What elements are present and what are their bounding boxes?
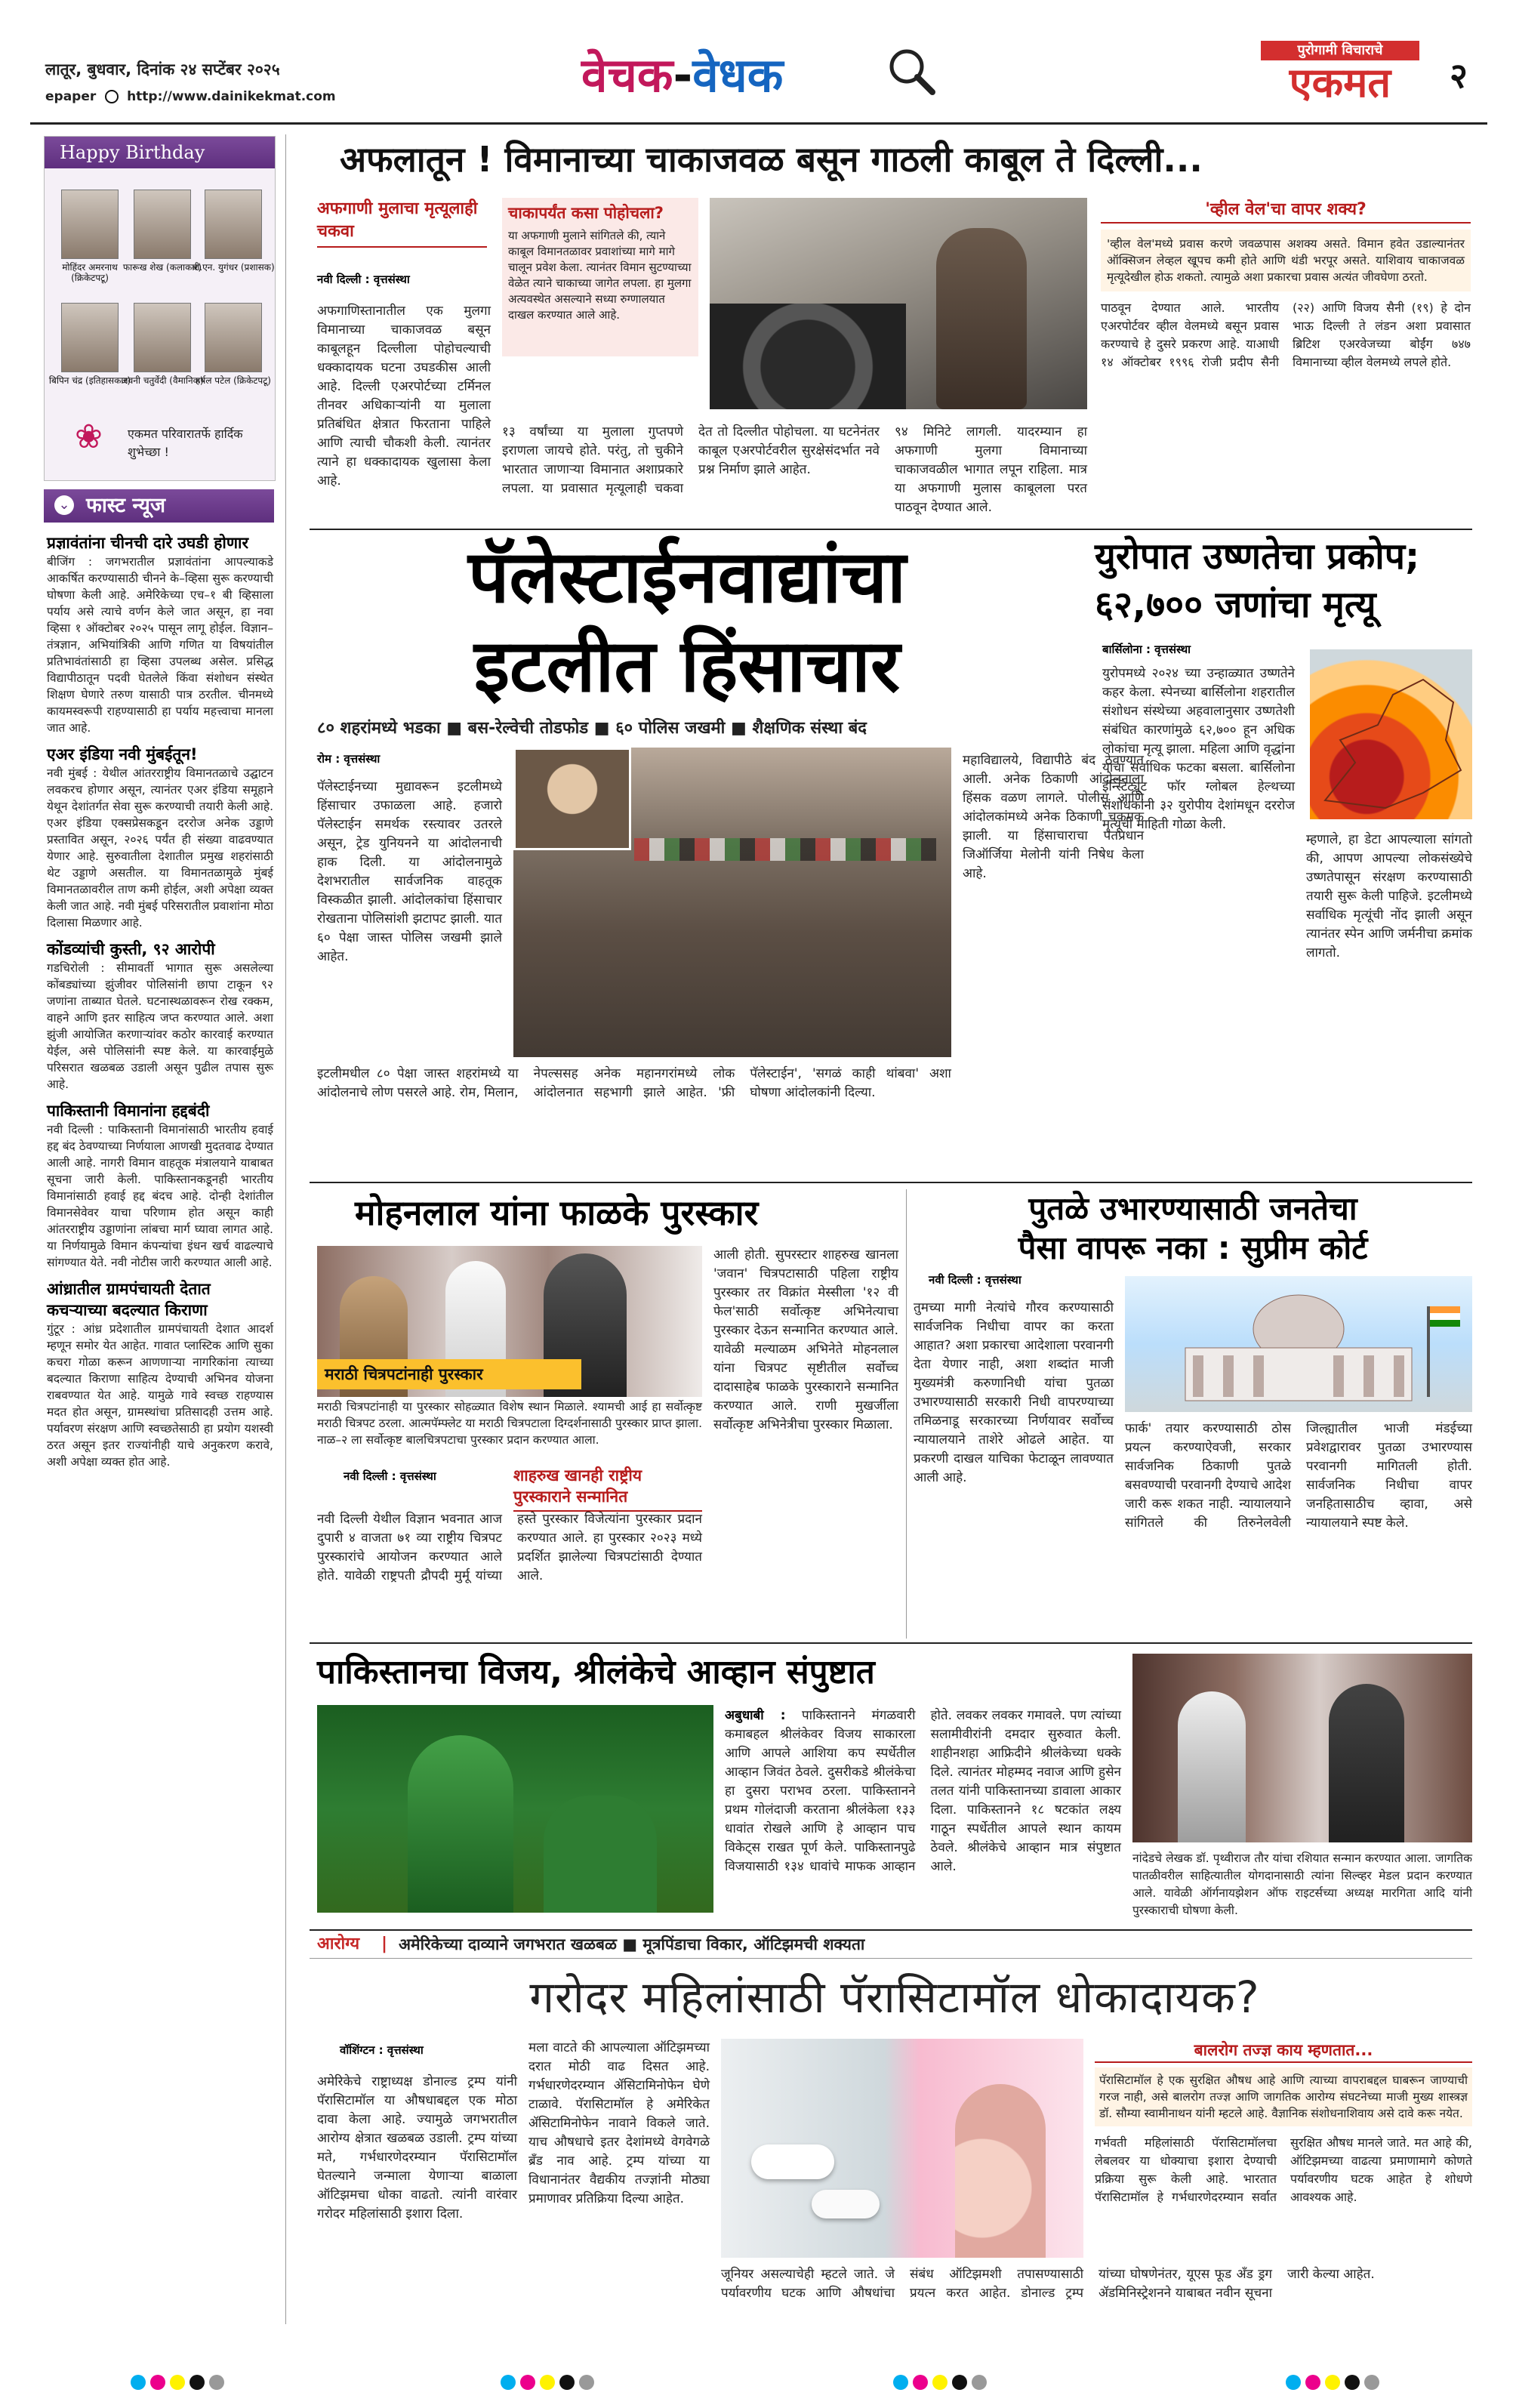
news-head: पाकिस्तानी विमानांना हद्दबंदी — [47, 1102, 210, 1120]
news-body: नवी दिल्ली : पाकिस्तानी विमानांसाठी भारतीय हवाई हद्द बंद ठेवण्याच्या निर्णयाला आणखी मुदतवाढ देण्यात आली आहे. नागरी विमान वाहतूक मंत्रालयाने याबाबत सूचना जारी केली. पाकिस्तानकडूनही भारतीय विमानांसाठी हवाई हद्द बंदच आहे. दोन्ही देशांतील विमानसेवेवर याचा परिणाम होत असून काही आंतरराष्ट्रीय उड्डाणांना लांबचा मार्ग घ्यावा लागत आहे. या निर्णयामुळे विमान कंपन्यांचा इंधन खर्च वाढल्याचे सांगण्यात येते. नवी नोटीस जारी करण्यात आली आहे. — [47, 1123, 273, 1269]
italy-headline — [317, 532, 1057, 711]
mohanlal-body-2: आली होती. सुपरस्टार शाहरुख खानला 'जवान' चित्रपटासाठी पहिला राष्ट्रीय पुरस्कार तर विक्रांत मेस्सीला '१२ वी फेल'साठी सर्वोत्कृष्ट अभिनेत्याचा पुरस्कार देऊन सन्मानित करण्यात आले. यावेळी मल्याळम अभिनेते मोहनलाल यांना चित्रपट सृष्टीतील सर्वोच्च दादासाहेब फाळके पुरस्काराने सन्मानित करण्यात आले. राणी मुखर्जीला सर्वोत्कृष्ट अभिनेत्रीचा पुरस्कार मिळाला. — [713, 1247, 898, 1432]
italy-headline-line2: इटलीत हिंसाचार — [473, 624, 901, 708]
kabul-subhead: अफगाणी मुलाचा मृत्यूलाही चकवा — [317, 198, 487, 248]
globe-icon — [105, 90, 119, 103]
column-divider — [285, 134, 286, 2324]
pregnant-figure — [955, 2084, 1046, 2258]
europe-dateline: बार्सिलोना : वृत्तसंस्था — [1102, 643, 1191, 656]
masthead — [30, 38, 1487, 121]
birthday-name: अवनी चतुर्वेदी (वैमानिक) — [121, 375, 204, 386]
kabul-body-1: अफगाणिस्तानातील एक मुलगा विमानाच्या चाकाजवळ बसून काबूलहून दिल्लीला पोहोचल्याची धक्कादायक घटना उघडकीस आली आहे. दिल्ली एअरपोर्टच्या टर्मिनल तीनवर अधिकाऱ्यांनी या मुलाला प्रतिबंधित क्षेत्रात फिरताना पाहिले आणि त्याची चौकशी केली. त्यानंतर त्याने हा धक्कादायक खुलासा केला आहे. — [317, 304, 491, 489]
list-item — [47, 1100, 273, 1271]
italy-headline-line1: पॅलेस्टाईनवाद्यांचा — [467, 535, 907, 619]
brand-name: एकमत — [1289, 59, 1391, 106]
court-headline — [914, 1189, 1472, 1268]
kabul-body-2: १३ वर्षांच्या या मुलाला गुप्तपणे इराणला जायचे होते. परंतु, तो चुकीने भारतात जाणाऱ्या विमानात अशाप्रकारे लपला. या प्रवासात मृत्यूलाही चकवा देत तो दिल्लीत पोहोचला. या घटनेनंतर काबूल एअरपोर्टवरील सुरक्षेसंदर्भात नवे प्रश्न निर्माण झाले आहेत. — [502, 424, 880, 496]
crowd-flags — [634, 838, 936, 861]
fast-news-title: फास्ट न्यूज — [86, 494, 165, 517]
fast-news-header — [44, 489, 274, 523]
cricket-body-2: लवकर लवकर गमावले. पण त्यांच्या सलामीवीरांनी दमदार सुरुवात केली. शाहीनशहा आफ्रिदीने श्रीलंकेच्या धक्के दिले. त्यानंतर मोहम्मद नवाज आणि हुसेन तलत यांनी पाकिस्तानच्या डावाला आकार दिला. पाकिस्तानने १८ षटकांत लक्ष्य गाठून स्पर्धेतील आपले स्थान कायम ठेवले. श्रीलंकेचे आव्हान मात्र संपुष्टात आले. — [930, 1708, 1122, 1874]
box-title: बालरोग तज्ज्ञ काय म्हणतात... — [1095, 2039, 1472, 2063]
player-figure — [408, 1735, 513, 1913]
paracetamol-headline: गरोदर महिलांसाठी पॅरासिटामॉल धोकादायक? — [529, 1972, 1260, 2023]
court-photo — [1125, 1276, 1472, 1412]
mohanlal-dateline: नवी दिल्ली : वृत्तसंस्था — [344, 1469, 436, 1483]
chevron-down-icon: ⌄ — [54, 495, 74, 515]
section-title-b: वेधक — [692, 48, 784, 103]
aircraft-wheel — [710, 304, 906, 409]
section-title-a: वेचक — [581, 48, 673, 103]
paracetamol-body-1: अमेरिकेचे राष्ट्राध्यक्ष डोनाल्ड ट्रम्प यांनी पॅरासिटामॉल या औषधाबद्दल एक मोठा दावा केला आहे. ज्यामुळे जगभरातील आरोग्य क्षेत्रात खळबळ उडाली. ट्रम्प यांच्या मते, गर्भधारणेदरम्यान पॅरासिटामॉल घेतल्याने जन्माला येणाऱ्या बाळाला ऑटिझमचा धोका वाढतो. त्यांनी वारंवार गरोदर महिलांसाठी इशारा दिला. — [317, 2074, 517, 2221]
award-caption: नांदेडचे लेखक डॉ. पृथ्वीराज तौर यांचा रशियात सन्मान करण्यात आला. जागतिक पातळीवरील साहित्यातील योगदानासाठी त्यांना सिल्व्हर मेडल प्रदान करण्यात आले. यावेळी ऑर्गनायझेशन ऑफ राइटर्सच्या अध्यक्ष मारगिता आदि यांनी पुरस्काराची घोषणा केली. — [1132, 1851, 1472, 1917]
italy-photo — [513, 748, 951, 1057]
list-item — [47, 939, 273, 1093]
mohanlal-caption: मराठी चित्रपटांनाही पुरस्कार — [317, 1359, 581, 1389]
italy-body-1: पॅलेस्टाईनच्या मुद्यावरून इटलीमध्ये हिंसाचार उफाळला आहे. हजारो पॅलेस्टाईन समर्थक रस्त्यावर उतरले असून, ट्रेड युनियनने या आंदोलनाची हाक दिली. या आंदोलनामुळे देशभरातील सार्वजनिक वाहतूक विस्कळीत झाली. आंदोलकांचा हिंसाचार रोखताना पोलिसांशी झटापट झाली. यात ६० पेक्षा जास्त पोलिस जखमी झाले आहेत. — [317, 779, 502, 964]
health-label: आरोग्य — [317, 1935, 360, 1953]
pediatrician-box — [1095, 2039, 1472, 2318]
magnifier-icon — [887, 47, 935, 95]
cricket-body-1: पाकिस्तानने मंगळवारी कमाबहल श्रीलंकेवर विजय साकारला आणि आपले आशिया कप स्पर्धेतील आव्हान जिवंत ठेवले. दुसरीकडे श्रीलंकेचा हा दुसरा पराभव ठरला. पाकिस्तानने प्रथम गोलंदाजी करताना श्रीलंकेला १३३ धावांत रोखले आणि हे आव्हान पाच विकेट्स राखत पूर्ण केले. पाकिस्तानपुढे विजयासाठी १३४ धावांचे माफक आव्हान होते. — [725, 1708, 953, 1874]
kabul-sidebar — [502, 198, 698, 356]
europe-body-2: म्हणाले, हा डेटा आपल्याला सांगतो की, आपण आपल्या लोकसंख्येचे उष्णतेपासून संरक्षण करण्यासाठी तयारी सुरू केली पाहिजे. इटलीमध्ये सर्वाधिक मृत्यूंची नोंद झाली असून त्यानंतर स्पेन आणि जर्मनीचा क्रमांक लागतो. — [1306, 832, 1472, 960]
awardee-figure — [1178, 1691, 1246, 1842]
brand-logo — [1253, 39, 1427, 112]
cricket-headline: पाकिस्तानचा विजय, श्रीलंकेचे आव्हान संपुष्टात — [317, 1653, 875, 1691]
court-body-1: तुमच्या मागी नेत्यांचे गौरव करण्यासाठी सार्वजनिक निधीचा वापर का करता आहात? अशा प्रकारचा आदेशाला परवानगी देता येणार नाही, अशा शब्दांत माजी मुख्यमंत्री करुणानिधी यांचा पुतळा उभारण्यासाठी सरकारी निधी वापरण्याच्या तमिळनाडू सरकारच्या निर्णयावर सर्वोच्च न्यायालयाने ताशेरे ओढले आहेत. या प्रकरणी दाखल याचिका फेटाळून लावण्यात आली आहे. — [914, 1300, 1114, 1485]
flower-icon: ❀ — [75, 418, 103, 456]
birthday-name: बी.एन. युगंधर (प्रशासक) — [192, 262, 275, 273]
avatar — [61, 303, 119, 372]
list-item — [47, 744, 273, 931]
birthday-name: मोहिंदर अमरनाथ (क्रिकेटपटू) — [62, 262, 118, 283]
italy-dateline: रोम : वृत्तसंस्था — [317, 752, 381, 766]
epaper-url[interactable]: http://www.dainikekmat.com — [127, 89, 336, 104]
award-photo — [1132, 1654, 1472, 1842]
kabul-headline: अफलातून ! विमानाच्या चाकाजवळ बसून गाठली काबूल ते दिल्ली... — [340, 139, 1203, 180]
box-body: 'व्हील वेल'मध्ये प्रवास करणे जवळपास अशक्य असते. विमान हवेत उडाल्यानंतर ऑक्सिजन लेव्हल खूपच कमी होते आणि थंडी भरपूर असते. याशिवाय चाकाजवळ मृत्यूदेखील होऊ शकतो. त्यामुळे अशा प्रकारचा प्रवास अत्यंत जीवघेणा ठरतो. — [1101, 230, 1471, 291]
news-head: प्रज्ञावंतांना चीनची दारे उघडी होणार — [47, 534, 249, 552]
list-item — [47, 532, 273, 736]
mohanlal-body-1: नवी दिल्ली येथील विज्ञान भवनात आज दुपारी ४ वाजता ७१ व्या राष्ट्रीय चित्रपट पुरस्कारांचे आयोजन करण्यात आले होते. यावेळी राष्ट्रपती द्रौपदी मुर्मू यांच्या हस्ते पुरस्कार विजेत्यांना पुरस्कार प्रदान करण्यात आले. हा पुरस्कार २०२३ मध्ये प्रदर्शित झालेल्या चित्रपटांसाठी देण्यात आले. — [317, 1512, 702, 1583]
mohanlal-headline: मोहनलाल यांना फाळके पुरस्कार — [355, 1192, 759, 1233]
health-text: अमेरिकेच्या दाव्याने जगभरात खळबळ ■ मूत्रपिंडाचा विकार, ऑटिझमची शक्यता — [399, 1935, 865, 1953]
news-body: गडचिरोली : सीमावर्ती भागात सुरू असलेल्या कोंबड्यांच्या झुंजीवर पोलिसांनी छापा टाकून ९२ जणांना ताब्यात घेतले. घटनास्थळावरून रोख रक्कम, वाहने आणि इतर साहित्य जप्त करण्यात आले. अशा झुंजी आयोजित करणाऱ्यांवर कठोर कारवाई करण्यात येईल, असे पोलिसांनी स्पष्ट केले. या कारवाईमुळे परिसरात खळबळ उडाली असून पुढील तपास सुरू आहे. — [47, 961, 273, 1091]
court-headline-line1: पुतळे उभारण्यासाठी जनतेचा — [1028, 1190, 1357, 1227]
birthday-wish: एकमत परिवारातर्फे हार्दिक शुभेच्छा ! — [128, 427, 243, 459]
jersey-number — [544, 1796, 657, 1913]
court-headline-line2: पैसा वापरू नका : सुप्रीम कोर्ट — [1018, 1229, 1368, 1266]
europe-headline: युरोपात उष्णतेचा प्रकोप; ६२,७०० जणांचा मृत्यू — [1095, 535, 1420, 626]
page-number: २ — [1450, 55, 1468, 96]
cricket-text — [725, 1707, 1121, 1925]
paracetamol-dateline: वॉशिंग्टन : वृत्तसंस्था — [340, 2043, 424, 2057]
news-body: बीजिंग : जगभरातील प्रज्ञावंतांना आपल्याकडे आकर्षित करण्यासाठी चीनने के–व्हिसा सुरू करण्याची घोषणा केली आहे. अमेरिकेच्या एच–१ बी व्हिसाला पर्याय असे त्याचे वर्णन केले जात असून, हा नवा व्हिसा १ ऑक्टोबर २०२५ पासून लागू होईल. विज्ञान–तंत्रज्ञान, अभियांत्रिकी आणि गणित या विषयांतील प्रतिभावंतांसाठी हा व्हिसा उपलब्ध असेल. प्रसिद्ध विद्यापीठातून पदवी घेतलेले किंवा संशोधन संस्थेत शिक्षण घेणारे तरुण यासाठी पात्र ठरतील. चीनमध्ये कायमस्वरूपी राहण्यासाठी हा पर्याय महत्त्वाचा मानला जात आहे. — [47, 555, 273, 735]
kabul-photo — [710, 198, 1087, 409]
kabul-rule — [310, 529, 1472, 530]
color-dots — [891, 2375, 989, 2393]
birthday-name: बिपिन चंद्र (इतिहासकार) — [48, 375, 131, 386]
italy-strap: ८० शहरांमध्ये भडका ■ बस-रेल्वेची तोडफोड ■ ६० पोलिस जखमी ■ शैक्षणिक संस्था बंद — [317, 719, 867, 738]
news-body: नवी मुंबई : येथील आंतरराष्ट्रीय विमानतळाचे उद्घाटन लवकरच होणार असून, त्यानंतर एअर इंडिया समूहाने येथून देशांतर्गत सेवा सुरू करण्याची तयारी केली आहे. एअर इंडिया एक्सप्रेसकडून दररोज अनेक उड्डाणे प्रस्तावित असून, २०२६ पर्यंत ही संख्या वाढवण्यात येणार आहे. सुरुवातीला देशातील प्रमुख शहरांसाठी थेट उड्डाणे असतील. या विमानतळामुळे मुंबई विमानतळावरील ताण कमी होईल, अशी अपेक्षा व्यक्त केली जात आहे. नवी मुंबई परिसरातील प्रवाशांना मोठा दिलासा मिळणार आहे. — [47, 766, 273, 930]
sidebar-body: या अफगाणी मुलाने सांगितले की, त्याने काबूल विमानतळावर प्रवाशांच्या मागे मागे चालून प्रवेश केला. त्यानंतर विमान सुटण्याच्या वेळेत त्याने चाकाच्या जागेत लपला. हा मुलगा अत्यवस्थेत असल्याने सध्या रुग्णालयात दाखल करण्यात आले आहे. — [508, 229, 692, 322]
avatar — [134, 190, 191, 259]
news-body: गुंटूर : आंध्र प्रदेशातील ग्रामपंचायती देशात आदर्श म्हणून समोर येत आहेत. गावात प्लास्टिक आणि सुका कचरा गोळा करून आणणाऱ्या नागरिकांना त्याच्या बदल्यात किराणा साहित्य देण्याची अभिनव योजना राबवण्यात येत आहे. यामुळे गावे स्वच्छ राहण्यास मदत होत असून, ग्रामस्थांचा प्रतिसादही उत्तम आहे. पर्यावरण संरक्षण आणि स्वच्छतेसाठी हा प्रयोग यशस्वी ठरत असून इतर राज्यांनीही याचे अनुकरण करावे, अशी अपेक्षा व्यक्त होत आहे. — [47, 1322, 273, 1469]
section-title: वेचक-वेधक — [581, 48, 784, 103]
list-item — [47, 1278, 273, 1470]
court-building-icon — [1125, 1276, 1472, 1412]
pill-shape — [751, 2144, 834, 2179]
paracetamol-body-3: जूनियर असल्याचेही म्हटले जाते. जे पर्यावरणीय घटक आणि औषधांचा संबंध ऑटिझमशी तपासण्यासाठी प्रयत्न करत आहेत. डोनाल्ड ट्रम्प यांच्या घोषणेनंतर, यूएस फूड अँड ड्रग ॲडमिनिस्ट्रेशनने याबाबत नवीन सूचना जारी केल्या आहेत. — [721, 2267, 1375, 2301]
column-divider — [906, 1189, 907, 1639]
birthday-title: Happy Birthday — [45, 137, 275, 168]
birthday-panel — [44, 136, 276, 481]
pill-shape — [812, 2190, 880, 2218]
avatar — [205, 190, 262, 259]
mohanlal-caption-body: मराठी चित्रपटांनाही या पुरस्कार सोहळ्यात विशेष स्थान मिळाले. श्यामची आई हा सर्वोत्कृष्ट मराठी चित्रपट ठरला. आत्मपॅम्फ्लेट या मराठी चित्रपटाला दिग्दर्शनासाठी पुरस्कार प्राप्त झाला. नाळ–२ ला सर्वोत्कृष्ट बालचित्रपटाचा पुरस्कार प्रदान करण्यात आला. — [317, 1400, 702, 1447]
health-strip: आरोग्य | अमेरिकेच्या दाव्याने जगभरात खळबळ ■ मूत्रपिंडाचा विकार, ऑटिझमची शक्यता — [310, 1929, 1472, 1959]
court-dateline: नवी दिल्ली : वृत्तसंस्था — [929, 1273, 1021, 1287]
sidebar-title: चाकापर्यंत कसा पोहोचला? — [508, 204, 664, 222]
europe-body-1: युरोपमध्ये २०२४ च्या उन्हाळ्यात उष्णतेने कहर केला. स्पेनच्या बार्सिलोना शहरातील संशोधन संस्थेच्या अहवालानुसार उष्णतेशी संबंधित कारणांमुळे ६२,७०० हून अधिक लोकांचा मृत्यू झाला. महिला आणि वृद्धांना याचा सर्वाधिक फटका बसला. बार्सिलोना इन्स्टिट्यूट फॉर ग्लोबल हेल्थच्या संशोधकांनी ३२ युरोपीय देशांमधून दररोज मृत्यूची माहिती गोळा केली. — [1102, 666, 1295, 832]
europe-heat-map — [1310, 649, 1472, 819]
court-rule — [310, 1642, 1472, 1644]
italy-body-2: इटलीमधील ८० पेक्षा जास्त शहरांमध्ये या आंदोलनाचे लोण पसरले आहे. रोम, मिलान, नेपल्ससह अनेक महानगरांमध्ये लोक आंदोलनात सहभागी झाले आहेत. 'फ्री पॅलेस्टाईन', 'सगळं काही थांबवा' अशा घोषणा आंदोलकांनी दिल्या. — [317, 1066, 951, 1100]
kabul-body-3: ९४ मिनिटे लागली. यादरम्यान हा अफगाणी मुलगा विमानाच्या चाकाजवळील भागात लपून राहिला. मात्र या अफगाणी मुलास काबूलला परत पाठवून देण्यात आले. — [895, 424, 1087, 515]
registration-marks — [0, 2371, 1516, 2394]
news-head: कोंडव्यांची कुस्ती, ९२ आरोपी — [47, 940, 215, 958]
epaper-text: epaper — [45, 89, 97, 104]
cricket-dateline: अबुधाबी : — [725, 1708, 786, 1723]
map-outline — [1310, 649, 1472, 819]
italy-rule — [310, 1182, 1472, 1183]
boy-figure — [936, 228, 1027, 409]
news-head: आंध्रातील ग्रामपंचायती देतात कचऱ्याच्या बदल्यात किराणा — [47, 1280, 211, 1319]
color-dots — [498, 2375, 596, 2393]
wheel-well-box — [1101, 198, 1471, 523]
box-body-2: पाठवून देण्यात आले. भारतीय एअरपोर्टवर व्हील वेलमध्ये बसून प्रवास करण्याचे हे दुसरे प्रकरण आहे. याआधी १४ ऑक्टोबर १९९६ रोजी प्रदीप सैनी (२२) आणि विजय सैनी (१९) हे दोन भाऊ दिल्ली ते लंडन अशा प्रवासात ब्रिटिश एअरवेजच्या बोईंग ७४७ विमानाच्या व्हील वेलमध्ये लपले होते. — [1101, 301, 1471, 369]
box-body: पॅरासिटामॉल हे एक सुरक्षित औषध आहे आणि त्याच्या वापराबद्दल घाबरून जाण्याची गरज नाही, असे बालरोग तज्ज्ञ आणि जागतिक आरोग्य संघटनेच्या माजी मुख्य शास्त्रज्ञ डॉ. सौम्या स्वामीनाथन यांनी म्हटले आहे. वैज्ञानिक संशोधनाशिवाय असे दावे करू नयेत. — [1095, 2067, 1472, 2126]
color-dots — [1283, 2375, 1382, 2393]
cricket-photo — [317, 1705, 713, 1913]
avatar — [205, 303, 262, 372]
date-line: लातूर, बुधवार, दिनांक २४ सप्टेंबर २०२५ — [45, 60, 280, 79]
presenter-figure — [1329, 1684, 1404, 1842]
epaper-label[interactable] — [45, 89, 336, 104]
court-body-2: फार्क' तयार करण्यासाठी ठोस प्रयत्न करण्याऐवजी, सरकार सार्वजनिक ठिकाणी पुतळे बसवण्याची परवानगी देण्याचे आदेश जारी करू शकत नाही. न्यायालयाने सांगितले की तिरुनेलवेली जिल्ह्यातील भाजी मंडईच्या प्रवेशद्वारावर पुतळा उभारण्यास परवानगी मागितली होती. सार्वजनिक निधीचा वापर जनहितासाठीच व्हावा, असे न्यायालयाने स्पष्ट केले. — [1125, 1421, 1472, 1531]
box-title: 'व्हील वेल'चा वापर शक्य? — [1101, 198, 1471, 224]
news-head: एअर इंडिया नवी मुंबईतून! — [47, 745, 198, 763]
birthday-name: फारूख शेख (कलाकार) — [122, 262, 202, 273]
meloni-inset — [513, 748, 631, 850]
box-body-2: गर्भवती महिलांसाठी पॅरासिटामॉलचा लेबलवर या धोक्याचा इशारा देण्याची प्रक्रिया सुरू केली आहे. भारतात पॅरासिटामॉल हे गर्भधारणेदरम्यान सर्वात सुरक्षित औषध मानले जाते. मत आहे की, ऑटिझमच्या वाढत्या प्रमाणामागे कोणते पर्यावरणीय घटक आहेत हे शोधणे आवश्यक आहे. — [1095, 2135, 1472, 2204]
shahrukh-box: शाहरुख खानही राष्ट्रीय पुरस्काराने सन्मानित — [513, 1465, 702, 1512]
paracetamol-body-2: मला वाटते की आपल्याला ऑटिझमच्या दरात मोठी वाढ दिसत आहे. गर्भधारणेदरम्यान ॲसिटामिनोफेन घेणे टाळावे. पॅरासिटामॉल हे अमेरिकेत ॲसिटामिनोफेन नावाने विकले जाते. याच औषधाचे इतर देशांमध्ये वेगवेगळे ब्रँड नाव आहे. ट्रम्प यांच्या या विधानानंतर वैद्यकीय तज्ज्ञांनी मोठ्या प्रमाणावर प्रतिक्रिया दिल्या आहेत. — [528, 2040, 710, 2206]
fast-news-list — [47, 532, 273, 1470]
italy-body-3: महाविद्यालये, विद्यापीठे बंद ठेवण्यात आली. अनेक ठिकाणी आंदोलनाला हिंसक वळण लागले. पोलीस आणि आंदोलकांमध्ये अनेक ठिकाणी चकमक झाली. या हिंसाचाराचा पंतप्रधान जिऑर्जिया मेलोनी यांनी निषेध केला आहे. — [963, 753, 1144, 881]
avatar — [61, 190, 119, 259]
color-dots — [128, 2375, 226, 2393]
avatar — [134, 303, 191, 372]
brand-tagline: पुरोगामी विचाराचे — [1261, 41, 1419, 60]
paracetamol-photo — [721, 2039, 1083, 2258]
kabul-dateline: नवी दिल्ली : वृत्तसंस्था — [317, 273, 410, 286]
masthead-rule — [30, 122, 1487, 125]
birthday-name: हर्षल पटेल (क्रिकेटपटू) — [196, 375, 271, 386]
